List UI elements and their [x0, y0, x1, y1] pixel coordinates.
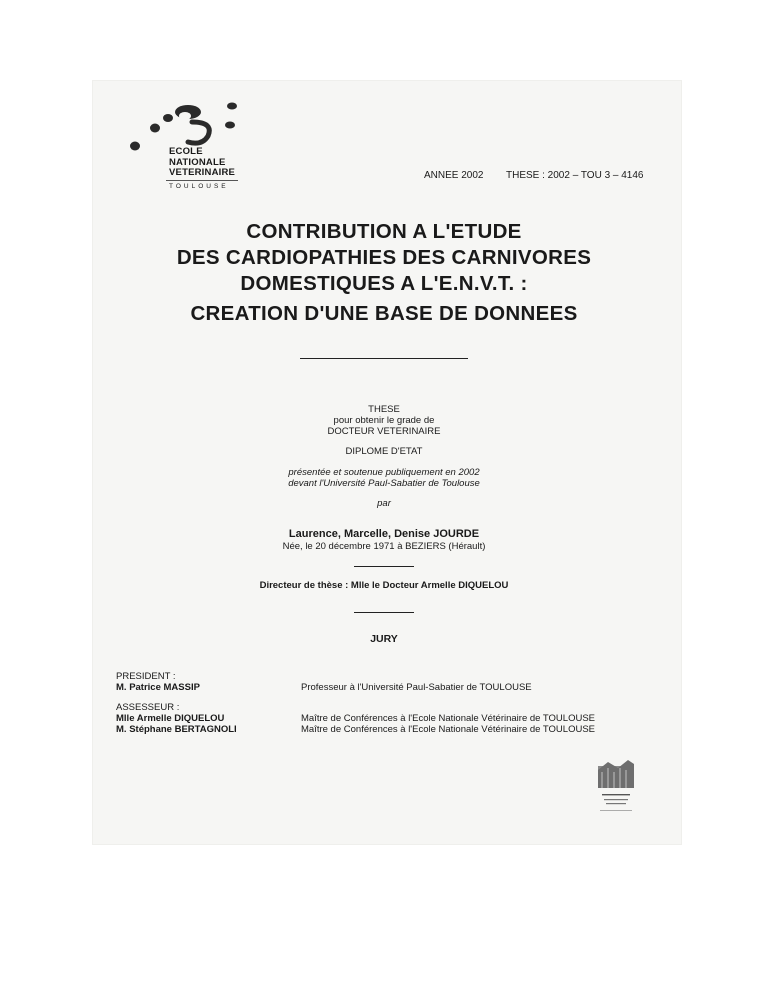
assessor-name: M. Stéphane BERTAGNOLI: [116, 724, 237, 735]
logo-divider: [166, 180, 238, 181]
title-line: CONTRIBUTION A L'ETUDE: [246, 220, 522, 243]
assessor-label: ASSESSEUR :: [116, 702, 180, 713]
presentation-line: devant l'Université Paul-Sabatier de Toulouse: [288, 478, 480, 489]
thesis-line: THESE: [368, 404, 400, 415]
year-label: ANNEE 2002: [424, 170, 484, 181]
president-name: M. Patrice MASSIP: [116, 682, 200, 693]
school-name-line: NATIONALE: [169, 156, 226, 168]
jury-heading: JURY: [370, 633, 398, 645]
thesis-director: Directeur de thèse : Mlle le Docteur Armelle DIQUELOU: [259, 580, 509, 591]
school-town: TOULOUSE: [169, 182, 229, 190]
author-birth: Née, le 20 décembre 1971 à BEZIERS (Hérault): [282, 541, 486, 552]
author-divider: [354, 566, 414, 567]
author-name: Laurence, Marcelle, Denise JOURDE: [288, 528, 480, 540]
thesis-line: pour obtenir le grade de: [333, 415, 435, 426]
presentation-line: présentée et soutenue publiquement en 2002: [288, 467, 480, 478]
president-label: PRESIDENT :: [116, 671, 176, 682]
thesis-line: DOCTEUR VETERINAIRE: [327, 426, 441, 437]
title-line: CREATION D'UNE BASE DE DONNEES: [190, 302, 578, 325]
school-name-line: VETERINAIRE: [169, 167, 236, 178]
ministry-logo-icon: [594, 758, 638, 818]
par-label: par: [377, 498, 391, 509]
assessor-role: Maître de Conférences à l'Ecole Nationale Vétérinaire de TOULOUSE: [301, 713, 596, 724]
director-divider: [354, 612, 414, 613]
diploma-label: DIPLOME D'ETAT: [345, 446, 423, 457]
title-line: DOMESTIQUES A L'E.N.V.T. :: [240, 272, 528, 295]
title-line: DES CARDIOPATHIES DES CARNIVORES: [176, 246, 592, 269]
president-role: Professeur à l'Université Paul-Sabatier de TOULOUSE: [301, 682, 532, 693]
assessor-role: Maître de Conférences à l'Ecole Nationale Vétérinaire de TOULOUSE: [301, 724, 596, 735]
school-name: [169, 147, 235, 192]
title-divider: [300, 358, 468, 359]
school-name-line: ECOLE: [169, 146, 203, 157]
assessor-name: Mlle Armelle DIQUELOU: [116, 713, 225, 724]
thesis-reference: THESE : 2002 – TOU 3 – 4146: [506, 170, 644, 181]
